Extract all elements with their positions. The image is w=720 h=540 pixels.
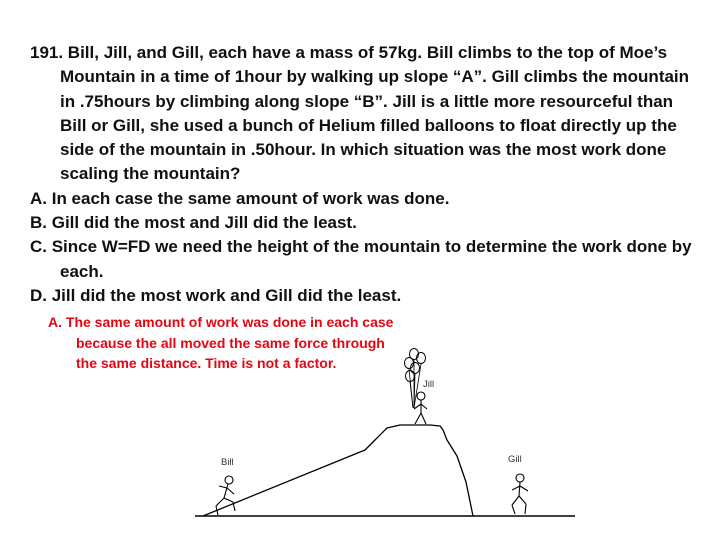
option-a: A. In each case the same amount of work was done.	[30, 188, 450, 208]
gill-figure	[512, 474, 528, 514]
mountain-outline	[203, 425, 473, 516]
jill-label: Jill	[423, 379, 435, 390]
mountain-figure	[195, 340, 580, 530]
option-c: C. Since W=FD we need the height of the mountain to determine the work done by each.	[30, 237, 692, 281]
option-d: D. Jill did the most work and Gill did the least.	[30, 285, 402, 305]
option-b: B. Gill did the most and Jill did the least.	[30, 213, 357, 233]
question-block	[30, 41, 702, 308]
answer-text: A. The same amount of work was done in each case because the all moved the same force through the same distance. Time is not a factor.	[48, 314, 394, 371]
bill-label: Bill	[221, 457, 234, 468]
gill-label: Gill	[508, 454, 522, 465]
question-stem: 191. Bill, Jill, and Gill, each have a mass of 57kg. Bill climbs to the top of Moe’s Mountain in a time of 1hour by walking up slope “A”. Gill climbs the mountain in .75hours by climbing along slope “B”. Jill is a little more resourceful than Bill or Gill, she used a bunch of Helium filled balloons to float directly up the side of the mountain in .50hour. In which situation was the most work done scaling the mountain?	[30, 43, 690, 184]
